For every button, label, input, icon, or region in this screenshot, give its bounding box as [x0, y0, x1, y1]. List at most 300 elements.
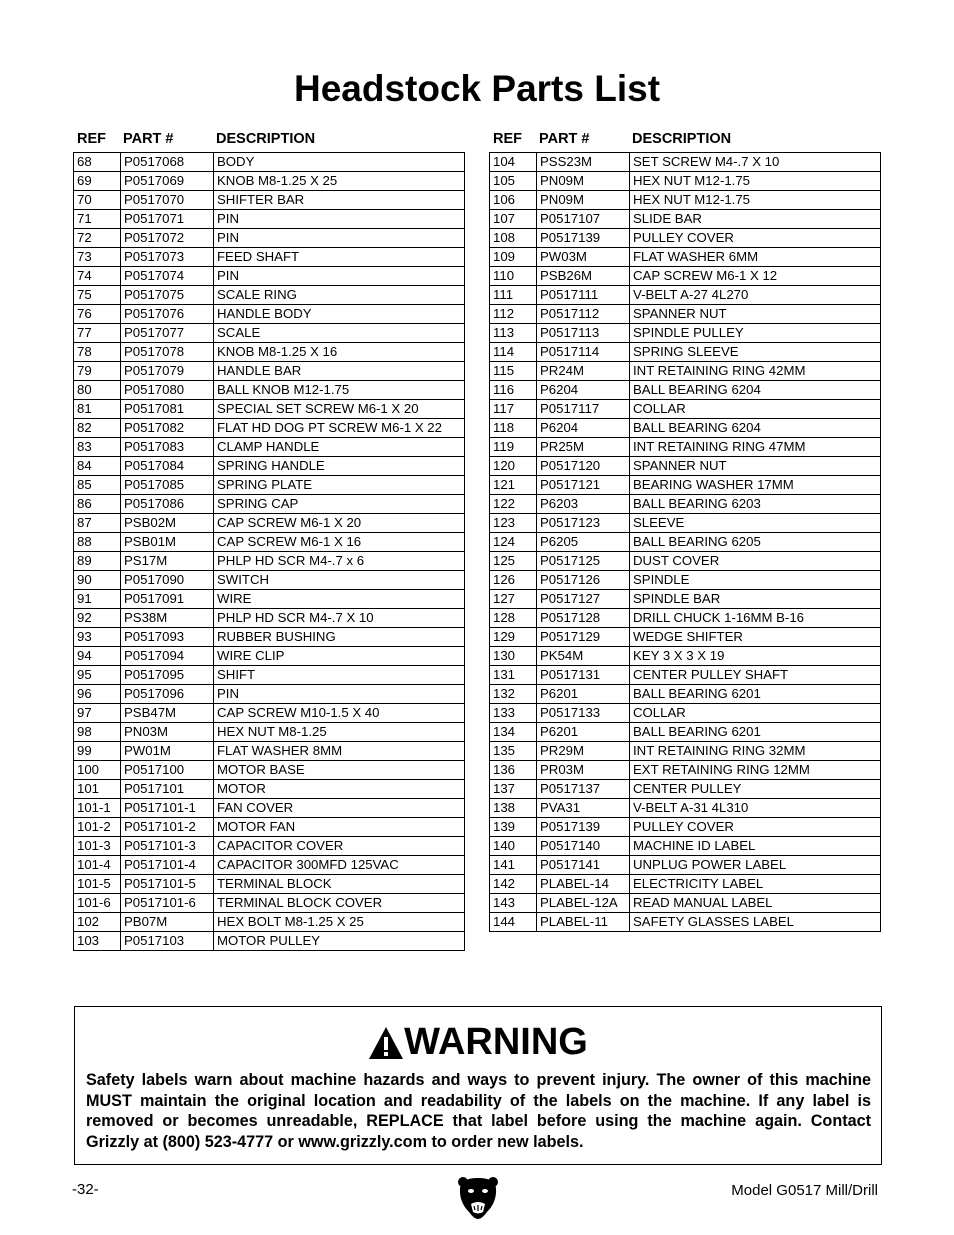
description-cell: FLAT WASHER 6MM — [630, 248, 881, 267]
part-number-cell: P0517129 — [537, 628, 630, 647]
part-number-cell: PR29M — [537, 742, 630, 761]
part-number-cell: PR25M — [537, 438, 630, 457]
ref-cell: 106 — [490, 191, 537, 210]
part-number-cell: P0517073 — [121, 248, 214, 267]
part-number-cell: PW03M — [537, 248, 630, 267]
ref-cell: 122 — [490, 495, 537, 514]
part-number-cell: P0517079 — [121, 362, 214, 381]
table-row — [74, 609, 465, 628]
ref-cell: 134 — [490, 723, 537, 742]
description-cell: BODY — [214, 153, 465, 172]
table-row — [490, 476, 881, 495]
ref-cell: 114 — [490, 343, 537, 362]
description-cell: HANDLE BAR — [214, 362, 465, 381]
ref-cell: 131 — [490, 666, 537, 685]
description-cell: SHIFT — [214, 666, 465, 685]
table-row — [74, 153, 465, 172]
part-number-cell: PS38M — [121, 609, 214, 628]
description-cell: KEY 3 X 3 X 19 — [630, 647, 881, 666]
ref-cell: 101 — [74, 780, 121, 799]
ref-cell: 130 — [490, 647, 537, 666]
table-row — [74, 932, 465, 951]
table-header — [73, 128, 465, 152]
description-cell: MOTOR BASE — [214, 761, 465, 780]
ref-cell: 71 — [74, 210, 121, 229]
table-row — [74, 533, 465, 552]
part-number-cell: P6201 — [537, 685, 630, 704]
ref-cell: 137 — [490, 780, 537, 799]
description-cell: EXT RETAINING RING 12MM — [630, 761, 881, 780]
description-cell: MOTOR PULLEY — [214, 932, 465, 951]
description-cell: WIRE — [214, 590, 465, 609]
description-cell: FAN COVER — [214, 799, 465, 818]
table-row — [74, 457, 465, 476]
part-number-cell: P0517133 — [537, 704, 630, 723]
ref-cell: 127 — [490, 590, 537, 609]
table-row — [490, 533, 881, 552]
description-cell: FLAT HD DOG PT SCREW M6-1 X 22 — [214, 419, 465, 438]
ref-cell: 75 — [74, 286, 121, 305]
ref-cell: 140 — [490, 837, 537, 856]
description-header: DESCRIPTION — [216, 131, 316, 147]
warning-text: Safety labels warn about machine hazards and ways to prevent injury. The owner of this machine MUST maintain the original location and readability of the labels on the machine. If any label is removed or becomes unreadable, REPLACE that label before using the machine again. Contact Grizzly at (800) 523-4777 or www.grizzly.com to order new labels. — [86, 1071, 871, 1151]
description-cell: SPRING CAP — [214, 495, 465, 514]
part-number-cell: P0517086 — [121, 495, 214, 514]
grizzly-bear-logo-icon — [457, 1174, 499, 1220]
description-cell: SPINDLE — [630, 571, 881, 590]
table-row — [490, 780, 881, 799]
part-number-cell: P0517120 — [537, 457, 630, 476]
part-number-cell: PSB26M — [537, 267, 630, 286]
ref-cell: 101-3 — [74, 837, 121, 856]
description-cell: SPECIAL SET SCREW M6-1 X 20 — [214, 400, 465, 419]
part-number-cell: P0517095 — [121, 666, 214, 685]
table-row — [74, 913, 465, 932]
table-row — [490, 609, 881, 628]
part-number-cell: P0517080 — [121, 381, 214, 400]
part-number-cell: P0517137 — [537, 780, 630, 799]
description-cell: CAPACITOR COVER — [214, 837, 465, 856]
description-header: DESCRIPTION — [632, 131, 732, 147]
table-row — [490, 704, 881, 723]
table-row — [74, 172, 465, 191]
description-cell: CLAMP HANDLE — [214, 438, 465, 457]
ref-cell: 132 — [490, 685, 537, 704]
table-row — [74, 343, 465, 362]
ref-cell: 108 — [490, 229, 537, 248]
description-cell: SHIFTER BAR — [214, 191, 465, 210]
part-number-cell: P0517070 — [121, 191, 214, 210]
part-number-cell: P0517081 — [121, 400, 214, 419]
ref-cell: 113 — [490, 324, 537, 343]
part-number-cell: P0517074 — [121, 267, 214, 286]
ref-cell: 85 — [74, 476, 121, 495]
description-cell: INT RETAINING RING 47MM — [630, 438, 881, 457]
description-cell: CAP SCREW M6-1 X 16 — [214, 533, 465, 552]
table-row — [74, 894, 465, 913]
part-number-cell: P0517117 — [537, 400, 630, 419]
table-row — [490, 742, 881, 761]
part-number-cell: P0517091 — [121, 590, 214, 609]
description-cell: BALL BEARING 6204 — [630, 381, 881, 400]
table-row — [490, 267, 881, 286]
ref-cell: 101-6 — [74, 894, 121, 913]
part-number-cell: P0517101-2 — [121, 818, 214, 837]
table-row — [74, 723, 465, 742]
description-cell: ELECTRICITY LABEL — [630, 875, 881, 894]
ref-cell: 93 — [74, 628, 121, 647]
table-row — [74, 210, 465, 229]
ref-cell: 135 — [490, 742, 537, 761]
part-number-cell: P0517100 — [121, 761, 214, 780]
table-row — [74, 571, 465, 590]
table-row — [74, 704, 465, 723]
part-number-cell: PLABEL-11 — [537, 913, 630, 932]
warning-heading — [75, 1021, 881, 1065]
description-cell: COLLAR — [630, 704, 881, 723]
ref-header: REF — [493, 131, 522, 147]
table-row — [74, 628, 465, 647]
description-cell: BEARING WASHER 17MM — [630, 476, 881, 495]
part-number-cell: P6204 — [537, 381, 630, 400]
ref-cell: 115 — [490, 362, 537, 381]
ref-cell: 73 — [74, 248, 121, 267]
table-row — [74, 495, 465, 514]
description-cell: HANDLE BODY — [214, 305, 465, 324]
part-number-cell: PSB01M — [121, 533, 214, 552]
table-row — [74, 191, 465, 210]
part-number-cell: PSS23M — [537, 153, 630, 172]
part-number-cell: PN03M — [121, 723, 214, 742]
table-row — [490, 685, 881, 704]
ref-cell: 98 — [74, 723, 121, 742]
description-cell: SAFETY GLASSES LABEL — [630, 913, 881, 932]
table-row — [490, 723, 881, 742]
part-number-cell: PSB47M — [121, 704, 214, 723]
table-row — [490, 248, 881, 267]
table-row — [490, 381, 881, 400]
ref-cell: 101-2 — [74, 818, 121, 837]
description-cell: INT RETAINING RING 42MM — [630, 362, 881, 381]
table-row — [74, 381, 465, 400]
parts-table-right — [489, 128, 881, 932]
table-row — [74, 666, 465, 685]
part-number-cell: PLABEL-14 — [537, 875, 630, 894]
description-cell: SPINDLE BAR — [630, 590, 881, 609]
part-number-cell: PVA31 — [537, 799, 630, 818]
description-cell: BALL BEARING 6201 — [630, 685, 881, 704]
description-cell: SPANNER NUT — [630, 305, 881, 324]
description-cell: BALL BEARING 6203 — [630, 495, 881, 514]
description-cell: SET SCREW M4-.7 X 10 — [630, 153, 881, 172]
description-cell: CAP SCREW M6-1 X 12 — [630, 267, 881, 286]
part-number-cell: P0517140 — [537, 837, 630, 856]
table-row — [490, 590, 881, 609]
description-cell: CAP SCREW M6-1 X 20 — [214, 514, 465, 533]
description-cell: KNOB M8-1.25 X 16 — [214, 343, 465, 362]
description-cell: CENTER PULLEY SHAFT — [630, 666, 881, 685]
table-body — [74, 153, 465, 951]
table-row — [490, 172, 881, 191]
table-row — [490, 191, 881, 210]
table-body — [490, 153, 881, 932]
ref-cell: 90 — [74, 571, 121, 590]
table-row — [74, 400, 465, 419]
ref-cell: 126 — [490, 571, 537, 590]
description-cell: HEX NUT M12-1.75 — [630, 191, 881, 210]
description-cell: HEX NUT M8-1.25 — [214, 723, 465, 742]
part-number-cell: P0517113 — [537, 324, 630, 343]
description-cell: V-BELT A-27 4L270 — [630, 286, 881, 305]
ref-cell: 121 — [490, 476, 537, 495]
ref-cell: 78 — [74, 343, 121, 362]
part-number-cell: P0517085 — [121, 476, 214, 495]
warning-box — [74, 1006, 882, 1165]
ref-cell: 109 — [490, 248, 537, 267]
ref-cell: 103 — [74, 932, 121, 951]
ref-cell: 124 — [490, 533, 537, 552]
ref-cell: 97 — [74, 704, 121, 723]
ref-cell: 128 — [490, 609, 537, 628]
part-number-cell: P0517078 — [121, 343, 214, 362]
ref-cell: 79 — [74, 362, 121, 381]
table-row — [490, 362, 881, 381]
ref-cell: 102 — [74, 913, 121, 932]
table-row — [490, 153, 881, 172]
ref-cell: 136 — [490, 761, 537, 780]
description-cell: BALL BEARING 6204 — [630, 419, 881, 438]
table-row — [490, 457, 881, 476]
description-cell: INT RETAINING RING 32MM — [630, 742, 881, 761]
part-number-cell: P0517107 — [537, 210, 630, 229]
part-number-cell: P0517141 — [537, 856, 630, 875]
description-cell: PIN — [214, 685, 465, 704]
description-cell: TERMINAL BLOCK — [214, 875, 465, 894]
part-number-cell: P0517096 — [121, 685, 214, 704]
part-number-cell: P0517101-1 — [121, 799, 214, 818]
part-number-cell: P0517103 — [121, 932, 214, 951]
description-cell: MOTOR — [214, 780, 465, 799]
table-row — [74, 476, 465, 495]
ref-cell: 70 — [74, 191, 121, 210]
description-cell: SPRING PLATE — [214, 476, 465, 495]
description-cell: UNPLUG POWER LABEL — [630, 856, 881, 875]
table-row — [490, 514, 881, 533]
ref-cell: 120 — [490, 457, 537, 476]
ref-cell: 125 — [490, 552, 537, 571]
part-number-cell: PSB02M — [121, 514, 214, 533]
ref-cell: 95 — [74, 666, 121, 685]
ref-cell: 76 — [74, 305, 121, 324]
table-row — [74, 685, 465, 704]
table-row — [490, 495, 881, 514]
ref-cell: 116 — [490, 381, 537, 400]
description-cell: PULLEY COVER — [630, 229, 881, 248]
description-cell: PIN — [214, 267, 465, 286]
description-cell: DRILL CHUCK 1-16MM B-16 — [630, 609, 881, 628]
ref-cell: 107 — [490, 210, 537, 229]
part-number-cell: P0517131 — [537, 666, 630, 685]
ref-cell: 112 — [490, 305, 537, 324]
part-number-cell: PR03M — [537, 761, 630, 780]
ref-cell: 118 — [490, 419, 537, 438]
ref-cell: 87 — [74, 514, 121, 533]
description-cell: PIN — [214, 229, 465, 248]
page-title: Headstock Parts List — [293, 68, 661, 109]
description-cell: SPRING HANDLE — [214, 457, 465, 476]
ref-cell: 82 — [74, 419, 121, 438]
table-row — [74, 799, 465, 818]
part-number-cell: PW01M — [121, 742, 214, 761]
table-row — [74, 305, 465, 324]
description-cell: CENTER PULLEY — [630, 780, 881, 799]
part-number-cell: P0517127 — [537, 590, 630, 609]
ref-cell: 111 — [490, 286, 537, 305]
part-header: PART # — [539, 131, 590, 147]
ref-cell: 117 — [490, 400, 537, 419]
part-number-cell: PB07M — [121, 913, 214, 932]
part-number-cell: P0517114 — [537, 343, 630, 362]
table-row — [490, 647, 881, 666]
part-number-cell: P0517139 — [537, 229, 630, 248]
part-number-cell: P0517101-6 — [121, 894, 214, 913]
ref-cell: 81 — [74, 400, 121, 419]
table-row — [74, 818, 465, 837]
description-cell: HEX NUT M12-1.75 — [630, 172, 881, 191]
description-cell: WEDGE SHIFTER — [630, 628, 881, 647]
description-cell: SPANNER NUT — [630, 457, 881, 476]
description-cell: HEX BOLT M8-1.25 X 25 — [214, 913, 465, 932]
description-cell: BALL KNOB M12-1.75 — [214, 381, 465, 400]
table-row — [74, 229, 465, 248]
table-row — [490, 419, 881, 438]
page-number: -32- — [72, 1181, 99, 1198]
table-row — [490, 856, 881, 875]
table-row — [74, 248, 465, 267]
description-cell: SPRING SLEEVE — [630, 343, 881, 362]
table-row — [490, 628, 881, 647]
part-number-cell: P0517125 — [537, 552, 630, 571]
part-number-cell: P0517082 — [121, 419, 214, 438]
part-number-cell: P0517101-4 — [121, 856, 214, 875]
ref-cell: 83 — [74, 438, 121, 457]
ref-cell: 138 — [490, 799, 537, 818]
part-number-cell: P6205 — [537, 533, 630, 552]
ref-cell: 139 — [490, 818, 537, 837]
ref-cell: 74 — [74, 267, 121, 286]
part-number-cell: P6204 — [537, 419, 630, 438]
description-cell: COLLAR — [630, 400, 881, 419]
ref-cell: 110 — [490, 267, 537, 286]
part-number-cell: PK54M — [537, 647, 630, 666]
table-row — [74, 761, 465, 780]
description-cell: FLAT WASHER 8MM — [214, 742, 465, 761]
ref-cell: 91 — [74, 590, 121, 609]
table-row — [490, 438, 881, 457]
table-row — [74, 647, 465, 666]
part-number-cell: P6201 — [537, 723, 630, 742]
description-cell: SLEEVE — [630, 514, 881, 533]
table-row — [74, 856, 465, 875]
part-number-cell: P0517069 — [121, 172, 214, 191]
description-cell: BALL BEARING 6205 — [630, 533, 881, 552]
part-number-cell: P0517094 — [121, 647, 214, 666]
table-row — [74, 780, 465, 799]
ref-cell: 92 — [74, 609, 121, 628]
description-cell: READ MANUAL LABEL — [630, 894, 881, 913]
ref-cell: 68 — [74, 153, 121, 172]
part-number-cell: P0517112 — [537, 305, 630, 324]
model-name: Model G0517 Mill/Drill — [731, 1182, 878, 1199]
ref-cell: 101-1 — [74, 799, 121, 818]
part-number-cell: P0517121 — [537, 476, 630, 495]
description-cell: CAP SCREW M10-1.5 X 40 — [214, 704, 465, 723]
ref-cell: 129 — [490, 628, 537, 647]
table-row — [490, 875, 881, 894]
table-row — [490, 343, 881, 362]
description-cell: PHLP HD SCR M4-.7 x 6 — [214, 552, 465, 571]
ref-header: REF — [77, 131, 106, 147]
table-row — [74, 438, 465, 457]
table-row — [74, 514, 465, 533]
description-cell: V-BELT A-31 4L310 — [630, 799, 881, 818]
description-cell: KNOB M8-1.25 X 25 — [214, 172, 465, 191]
part-number-cell: P0517093 — [121, 628, 214, 647]
ref-cell: 99 — [74, 742, 121, 761]
table-row — [490, 818, 881, 837]
description-cell: MOTOR FAN — [214, 818, 465, 837]
ref-cell: 80 — [74, 381, 121, 400]
description-cell: PIN — [214, 210, 465, 229]
ref-cell: 144 — [490, 913, 537, 932]
table-row — [490, 837, 881, 856]
table-row — [74, 286, 465, 305]
table-row — [490, 799, 881, 818]
ref-cell: 86 — [74, 495, 121, 514]
warning-triangle-icon — [368, 1026, 404, 1060]
ref-cell: 119 — [490, 438, 537, 457]
ref-cell: 104 — [490, 153, 537, 172]
description-cell: SLIDE BAR — [630, 210, 881, 229]
description-cell: MACHINE ID LABEL — [630, 837, 881, 856]
part-number-cell: P0517077 — [121, 324, 214, 343]
part-number-cell: P0517072 — [121, 229, 214, 248]
table-row — [490, 229, 881, 248]
part-number-cell: P0517139 — [537, 818, 630, 837]
part-number-cell: P0517101-5 — [121, 875, 214, 894]
ref-cell: 69 — [74, 172, 121, 191]
table-row — [490, 913, 881, 932]
description-cell: SWITCH — [214, 571, 465, 590]
part-number-cell: P0517076 — [121, 305, 214, 324]
ref-cell: 96 — [74, 685, 121, 704]
part-number-cell: P0517123 — [537, 514, 630, 533]
ref-cell: 89 — [74, 552, 121, 571]
description-cell: RUBBER BUSHING — [214, 628, 465, 647]
part-number-cell: PR24M — [537, 362, 630, 381]
description-cell: BALL BEARING 6201 — [630, 723, 881, 742]
part-number-cell: P0517101 — [121, 780, 214, 799]
table-row — [74, 362, 465, 381]
part-number-cell: P0517084 — [121, 457, 214, 476]
ref-cell: 77 — [74, 324, 121, 343]
table-row — [74, 552, 465, 571]
table-row — [490, 286, 881, 305]
part-number-cell: PLABEL-12A — [537, 894, 630, 913]
description-cell: DUST COVER — [630, 552, 881, 571]
part-number-cell: P0517071 — [121, 210, 214, 229]
warning-label: WARNING — [404, 1021, 588, 1063]
